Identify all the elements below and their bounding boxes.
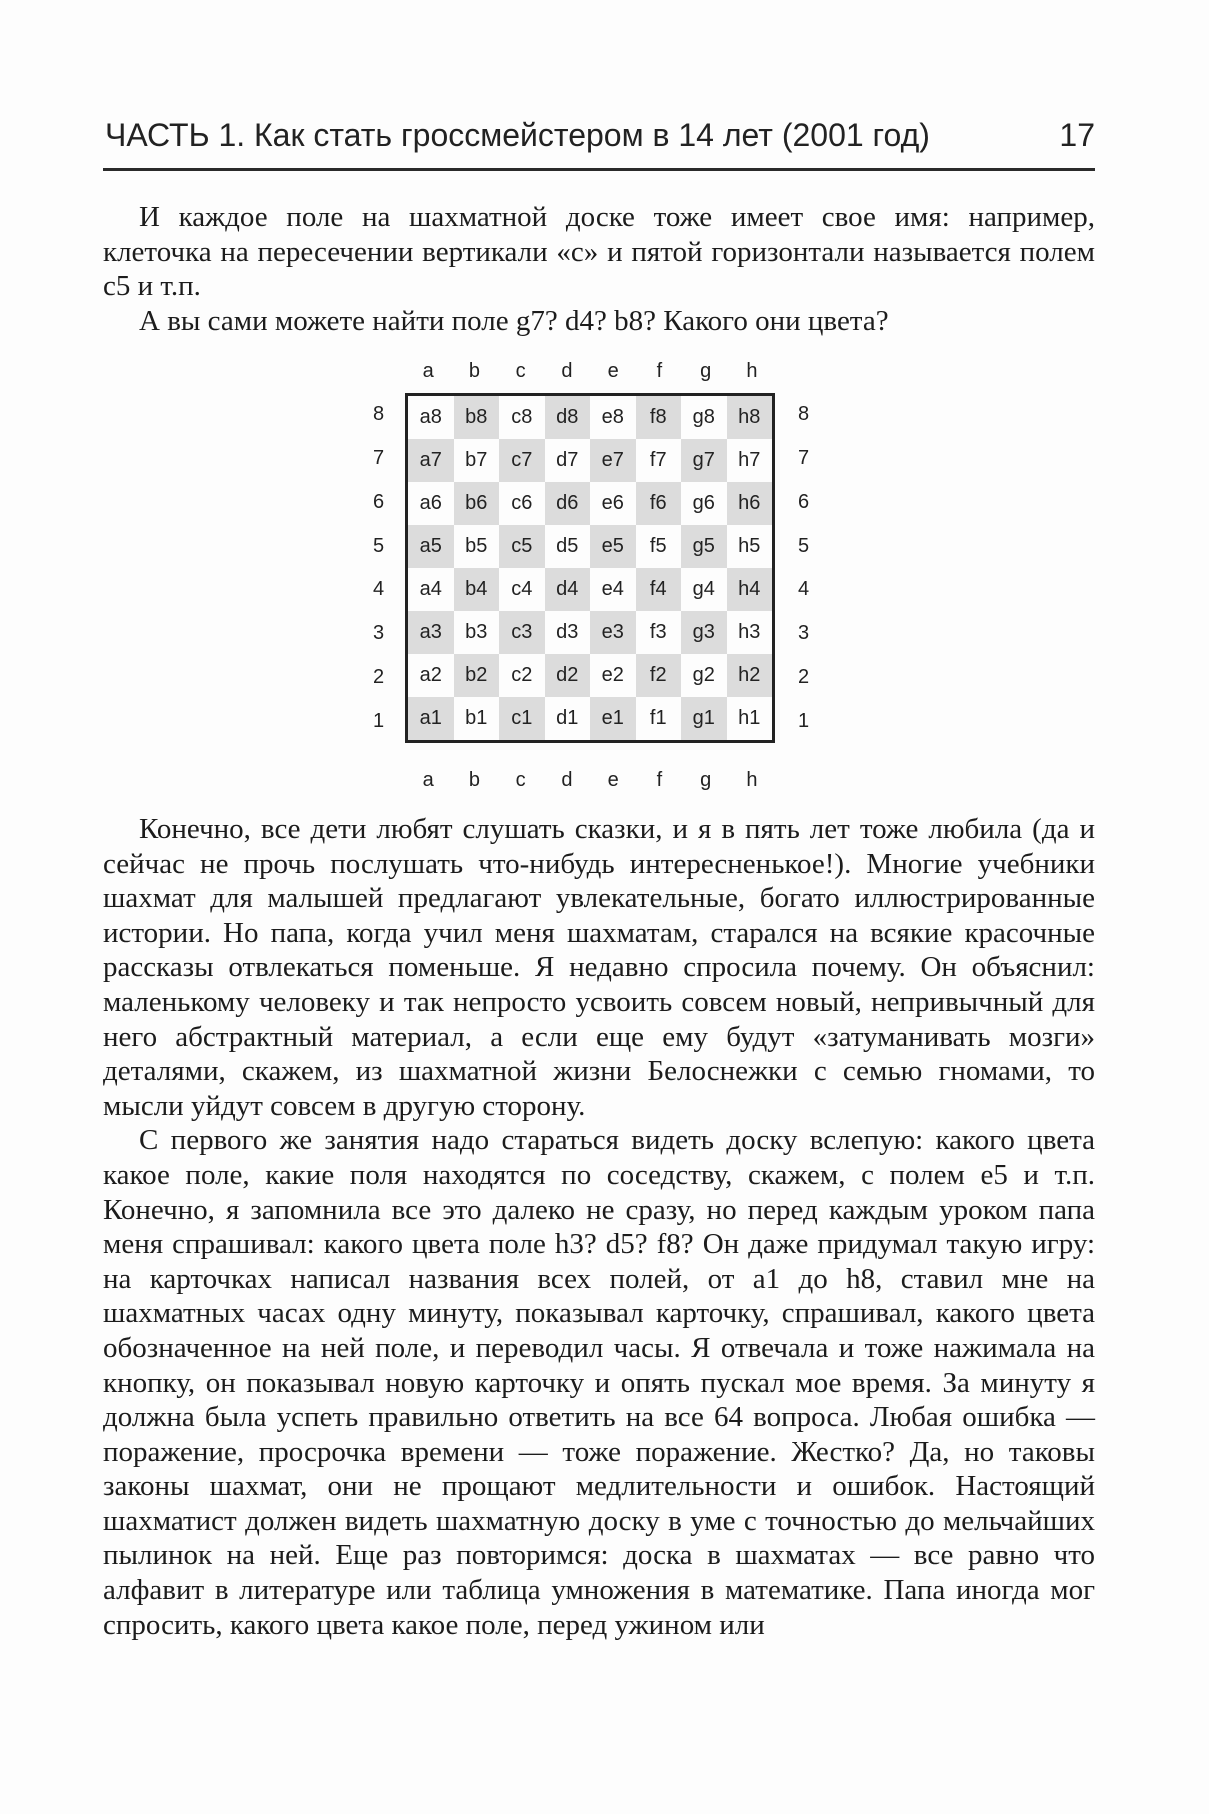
file-label: e	[607, 769, 619, 791]
paragraph: Конечно, все дети любят слушать сказки, и я в пять лет тоже любила (да и сейчас не прочь послушать что-нибудь интересненькое!). Многие учебники шахмат для малышей предлагают увлекательные, богато иллюстрированные истории. Но папа, когда учил меня шахматам, старался на всякие красочные рассказы отвлекаться поменьше. Я недавно спросила почему. Он объяснил: маленькому человеку и так непросто усвоить совсем новый, непривычный для него абстрактный материал, а если еще ему будут «затуманивать мозги» деталями, скажем, из шахматной жизни Белоснежки с семью гномами, то мысли уйдут совсем в другую сторону.	[103, 813, 1095, 1122]
rank-labels-right	[798, 393, 809, 743]
square-c5: c5	[499, 525, 545, 568]
rank-label: 6	[373, 490, 385, 513]
square-g3: g3	[681, 611, 727, 654]
square-a5: a5	[408, 525, 454, 568]
square-b5: b5	[465, 535, 488, 557]
square-g2: g2	[692, 664, 715, 686]
square-c1: c1	[499, 697, 545, 740]
square-a4: a4	[419, 578, 442, 600]
rank-label: 2	[798, 665, 810, 688]
square-d5: d5	[556, 535, 579, 557]
file-label: h	[746, 769, 758, 791]
paragraph: И каждое поле на шахматной доске тоже имеет свое имя: например, клеточка на пересечении вертикали «с» и пятой горизонтали называется полем с5 и т.п.	[103, 201, 1095, 303]
square-a2: a2	[419, 664, 442, 686]
main-text	[103, 812, 1095, 1642]
rank-label: 5	[373, 534, 385, 557]
rank-labels-left	[373, 393, 384, 743]
square-d3: d3	[556, 621, 579, 643]
square-g1: g1	[681, 697, 727, 740]
square-a7: a7	[408, 439, 454, 482]
header-rule	[103, 168, 1095, 171]
paragraph: С первого же занятия надо стараться видеть доску вслепую: какого цвета какое поле, какие поля находятся по соседству, скажем, с полем е5 и т.п. Конечно, я запомнила все это далеко не сразу, но перед каждым уроком папа меня спрашивал: какого цвета поле h3? d5? f8? Он даже придумал такую игру: на карточках написал названия всех полей, от а1 до h8, ставил мне на шахматных часах одну минуту, показывал карточку, спрашивал, какого цвета обозначенное на ней поле, и переводил часы. Я отвечала и тоже нажимала на кнопку, он показывал новую карточку и опять пускал мое время. За минуту я должна была успеть правильно ответить на все 64 вопроса. Любая ошибка — поражение, просрочка времени — тоже поражение. Жестко? Да, но таковы законы шахмат, они не прощают медлительности и ошибок. Настоящий шахматист должен видеть шахматную доску в уме с точностью до мельчайших пылинок на ней. Еще раз повторимся: доска в шахматах — все равно что алфавит в литературе или таблица умножения в математике. Папа иногда мог спросить, какого цвета какое поле, перед ужином или	[103, 1124, 1095, 1641]
square-c4: c4	[511, 578, 533, 600]
page-number: 17	[1059, 117, 1095, 153]
file-labels-bottom	[405, 769, 775, 792]
square-d4: d4	[545, 568, 591, 611]
rank-label: 7	[373, 447, 385, 470]
square-b4: b4	[454, 568, 500, 611]
square-a8: a8	[419, 406, 442, 428]
square-g7: g7	[681, 439, 727, 482]
square-h5: h5	[738, 535, 761, 557]
square-f4: f4	[636, 568, 682, 611]
chessboard-figure	[361, 350, 856, 805]
square-e7: e7	[590, 439, 636, 482]
square-b8: b8	[454, 396, 500, 439]
file-labels-top	[405, 360, 775, 383]
file-label: d	[561, 360, 573, 382]
square-b3: b3	[465, 621, 488, 643]
square-g4: g4	[692, 578, 715, 600]
square-a3: a3	[408, 611, 454, 654]
rank-label: 6	[798, 490, 810, 513]
square-e1: e1	[590, 697, 636, 740]
square-e8: e8	[601, 406, 624, 428]
square-h8: h8	[727, 396, 773, 439]
file-label: f	[656, 769, 663, 791]
square-b6: b6	[454, 482, 500, 525]
square-b7: b7	[465, 449, 488, 471]
rank-label: 2	[373, 665, 385, 688]
rank-label: 4	[798, 578, 810, 601]
square-h4: h4	[727, 568, 773, 611]
square-e6: e6	[601, 492, 624, 514]
square-e5: e5	[590, 525, 636, 568]
file-label: a	[422, 360, 434, 382]
rank-label: 5	[798, 534, 810, 557]
square-f8: f8	[636, 396, 682, 439]
square-b2: b2	[454, 654, 500, 697]
square-f5: f5	[649, 535, 667, 557]
rank-label: 7	[798, 447, 810, 470]
chessboard	[405, 393, 775, 743]
square-c2: c2	[511, 664, 533, 686]
square-g5: g5	[681, 525, 727, 568]
square-d2: d2	[545, 654, 591, 697]
square-d7: d7	[556, 449, 579, 471]
file-label: b	[468, 769, 480, 791]
rank-label: 8	[798, 403, 810, 426]
square-f6: f6	[636, 482, 682, 525]
square-f3: f3	[649, 621, 667, 643]
square-e4: e4	[601, 578, 624, 600]
file-label: h	[746, 360, 758, 382]
square-h7: h7	[738, 449, 761, 471]
file-label: g	[700, 769, 712, 791]
square-f7: f7	[649, 449, 667, 471]
square-h2: h2	[727, 654, 773, 697]
square-a6: a6	[419, 492, 442, 514]
paragraph: А вы сами можете найти поле g7? d4? b8? Какого они цвета?	[139, 304, 889, 337]
running-title: ЧАСТЬ 1. Как стать гроссмейстером в 14 лет (2001 год)	[105, 117, 930, 153]
rank-label: 1	[373, 709, 385, 732]
square-d6: d6	[545, 482, 591, 525]
square-b1: b1	[465, 707, 488, 729]
file-label: f	[656, 360, 663, 382]
square-g6: g6	[692, 492, 715, 514]
square-c8: c8	[511, 406, 533, 428]
file-label: b	[468, 360, 480, 382]
square-a1: a1	[408, 697, 454, 740]
file-label: g	[700, 360, 712, 382]
square-c7: c7	[499, 439, 545, 482]
square-e2: e2	[601, 664, 624, 686]
square-c3: c3	[499, 611, 545, 654]
file-label: e	[607, 360, 619, 382]
square-f2: f2	[636, 654, 682, 697]
square-h6: h6	[727, 482, 773, 525]
rank-label: 1	[798, 709, 810, 732]
rank-label: 8	[373, 403, 385, 426]
file-label: a	[422, 769, 434, 791]
square-c6: c6	[511, 492, 533, 514]
square-e3: e3	[590, 611, 636, 654]
intro-text	[103, 200, 1095, 338]
rank-label: 3	[373, 622, 385, 645]
rank-label: 4	[373, 578, 385, 601]
square-g8: g8	[692, 406, 715, 428]
square-h3: h3	[738, 621, 761, 643]
file-label: d	[561, 769, 573, 791]
file-label: c	[515, 769, 526, 791]
running-header	[105, 104, 1095, 154]
square-d1: d1	[556, 707, 579, 729]
square-h1: h1	[738, 707, 761, 729]
square-d8: d8	[545, 396, 591, 439]
square-f1: f1	[649, 707, 667, 729]
rank-label: 3	[798, 622, 810, 645]
file-label: c	[515, 360, 526, 382]
